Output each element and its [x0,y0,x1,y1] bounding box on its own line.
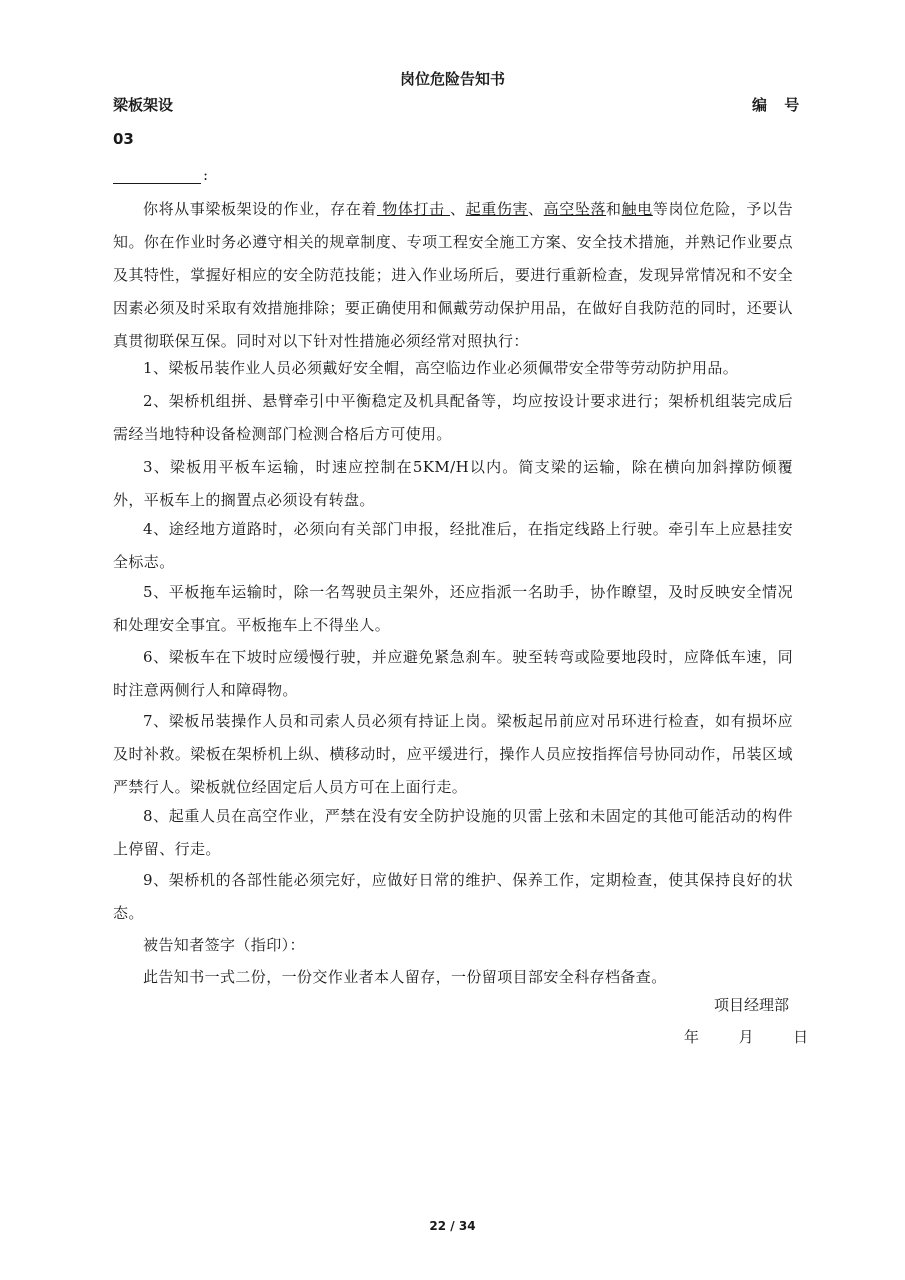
copies-note: 此告知书一式二份，一份交作业者本人留存，一份留项目部安全科存档备查。 [143,968,667,986]
page-current: 22 [429,1219,447,1233]
date-day: 日 [793,1028,809,1046]
measure-item-8: 8、起重人员在高空作业，严禁在没有安全防护设施的贝雷上弦和未固定的其他可能活动的构件上停留、行走。 [113,807,793,858]
hazard-sep-1: 、 [450,200,466,218]
number-label: 编 号 [752,96,806,114]
intro-paragraph [113,193,793,358]
date-month: 月 [738,1028,754,1046]
date-line [684,1026,808,1047]
department-name: 项目经理部 [714,996,790,1014]
addressee-colon: : [203,166,209,184]
measure-item-4: 4、途经地方道路时，必须向有关部门申报，经批准后，在指定线路上行驶。牵引车上应悬挂安全标志。 [113,520,793,571]
intro-part2: 等岗位危险，予以告知。你在作业时务必遵守相关的规章制度、专项工程安全施工方案、安全技术措施，并熟记作业要点及其特性，掌握好相应的安全防范技能；进入作业场所后，要进行重新检查，发现异常情况和不安全因素必须及时采取有效措施排除；要正确使用和佩戴劳动保护用品，在做好自我防范的同时，还要认真贯彻联保互保。同时对以下针对性措施必须经常对照执行： [113,200,794,350]
page-total: 34 [458,1219,476,1233]
measure-item-9: 9、架桥机的各部性能必须完好，应做好日常的维护、保养工作，定期检查，使其保持良好的状态。 [113,871,793,922]
addressee-line [113,166,208,184]
number-value: 03 [113,130,134,148]
hazard-2: 起重伤害 [465,200,529,218]
hazard-1: 物体打击 [376,200,451,218]
measure-item-5: 5、平板拖车运输时，除一名驾驶员主架外，还应指派一名助手，协作瞭望，及时反映安全情况和处理安全事宜。平板拖车上不得坐人。 [113,583,793,634]
page-separator: / [450,1219,455,1233]
addressee-blank [113,167,201,184]
intro-part1: 你将从事梁板架设的作业，存在着 [143,200,377,218]
measure-item-7: 7、梁板吊装操作人员和司索人员必须有持证上岗。梁板起吊前应对吊环进行检查，如有损坏应及时补救。梁板在架桥机上纵、横移动时，应平缓进行，操作人员应按指挥信号协同动作，吊装区域严禁行人。梁板就位经固定后人员方可在上面行走。 [113,712,793,796]
measure-item-6: 6、梁板车在下坡时应缓慢行驶，并应避免紧急刹车。驶至转弯或险要地段时，应降低车速，同时注意两侧行人和障碍物。 [113,648,793,699]
date-year: 年 [684,1028,700,1046]
signature-label: 被告知者签字（指印）： [143,936,305,954]
hazard-sep-3: 和 [606,200,622,218]
page-number [0,1219,905,1233]
measure-item-2: 2、架桥机组拼、悬臂牵引中平衡稳定及机具配备等，均应按设计要求进行；架桥机组装完成后需经当地特种设备检测部门检测合格后方可使用。 [113,392,793,443]
hazard-4: 触电 [621,200,653,218]
measure-item-1: 1、梁板吊装作业人员必须戴好安全帽，高空临边作业必须佩带安全带等劳动防护用品。 [143,359,739,377]
hazard-sep-2: 、 [528,200,544,218]
document-title: 岗位危险告知书 [399,70,505,88]
job-name: 梁板架设 [113,96,174,114]
measure-item-3: 3、梁板用平板车运输，时速应控制在5KM/H以内。简支梁的运输，除在横向加斜撑防倾覆外，平板车上的搁置点必须设有转盘。 [113,458,793,509]
hazard-3: 高空坠落 [543,200,607,218]
